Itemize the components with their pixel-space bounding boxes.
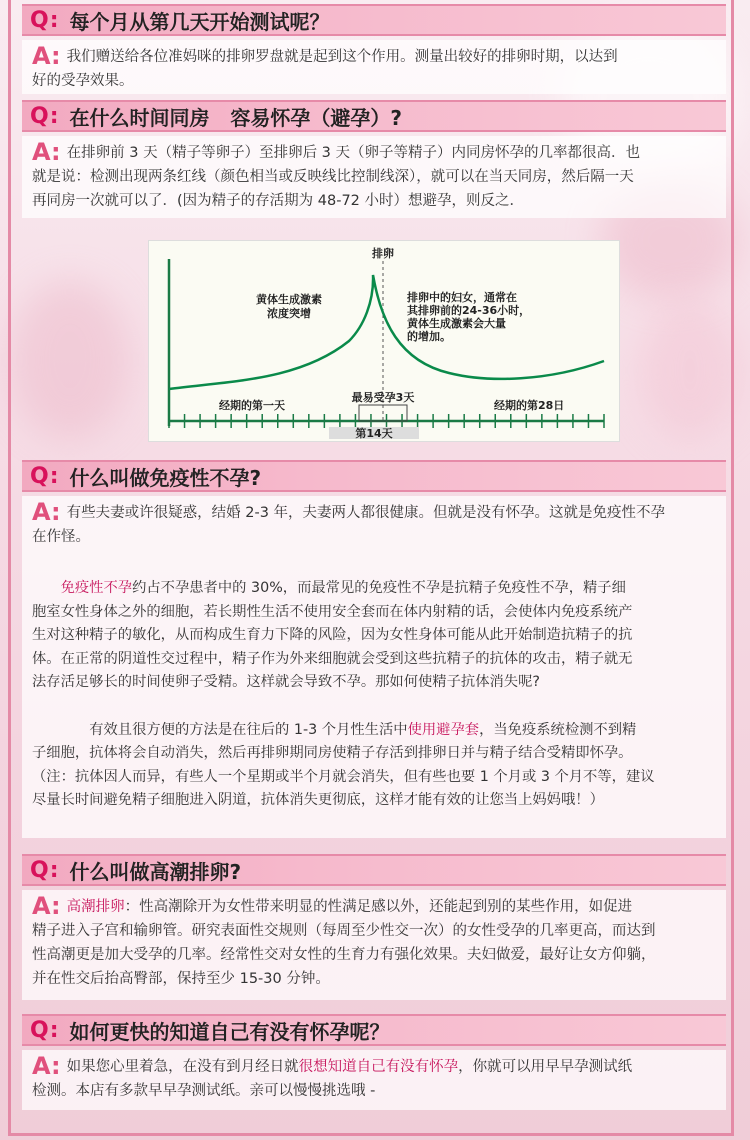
q-mark: Q: bbox=[30, 7, 60, 33]
question-title: 什么叫做高潮排卵? bbox=[69, 859, 242, 884]
q-mark: Q: bbox=[30, 463, 60, 489]
question-bar-2 bbox=[22, 100, 726, 132]
para-line: 生对这种精子的敏化，从而构成生育力下降的风险，因为女性身体可能从此开始制造抗精子的抗 bbox=[32, 627, 633, 643]
question-bar-3 bbox=[22, 460, 726, 492]
answer-box-1 bbox=[22, 40, 726, 94]
question-bar-1 bbox=[22, 4, 726, 36]
para-line: 法存活足够长的时间使卵子受精。这样就会导致不孕。那如何使精子抗体消失呢? bbox=[32, 674, 540, 690]
question-bar-4 bbox=[22, 854, 726, 886]
a-mark: A: bbox=[32, 1052, 61, 1080]
fertile-label: 最易受孕3天 bbox=[351, 391, 415, 404]
para-line: 胞室女性身体之外的细胞，若长期性生活不使用安全套而在体内射精的话，会使体内免疫系统产 bbox=[32, 603, 633, 620]
question-title: 如何更快的知道自己有没有怀孕呢？ bbox=[69, 1019, 390, 1044]
para-line: 体。在正常的阴道性交过程中，精子作为外来细胞就会受到这些抗精子的抗体的攻击，精子就无 bbox=[32, 650, 633, 667]
para-line: （注：抗体因人而异，有些人一个星期或半个月就会消失，但有些也要 1 个月或 3 个月不等，建议 bbox=[32, 768, 655, 785]
question-bar-5 bbox=[22, 1014, 726, 1046]
para-line: ，当免疫系统检测不到精 bbox=[479, 721, 637, 738]
day14-label: 第14天 bbox=[355, 427, 393, 440]
answer-line: ，你就可以用早早孕测试纸 bbox=[458, 1059, 633, 1075]
highlight-text: 免疫性不孕 bbox=[60, 580, 133, 596]
answer-line: ：性高潮除开为女性带来明显的性满足感以外，还能起到别的某些作用，如促进 bbox=[124, 899, 633, 915]
para-line: 有效且很方便的方法是在往后的 1-3 个月性生活中 bbox=[89, 721, 408, 738]
answer-line: 精子进入子宫和输卵管。研究表面性交规则（每周至少性交一次）的女性受孕的几率更高，而达到 bbox=[32, 923, 656, 939]
question-title: 在什么时间同房 容易怀孕（避孕）? bbox=[69, 105, 402, 130]
ovulation-label: 排卵 bbox=[372, 247, 394, 260]
answer-line: 有些夫妻或许很疑惑，结婚 2-3 年，夫妻两人都很健康。但就是没有怀孕。这就是免疫性不孕 bbox=[66, 505, 666, 521]
a-mark: A: bbox=[32, 498, 61, 526]
answer-box-3 bbox=[22, 496, 726, 838]
q-mark: Q: bbox=[30, 1017, 60, 1043]
a-mark: A: bbox=[32, 138, 61, 166]
highlight-text: 高潮排卵 bbox=[66, 899, 125, 915]
answer-line: 就是说：检测出现两条红线（颜色相当或反映线比控制线深），就可以在当天同房，然后隔一天 bbox=[32, 169, 634, 185]
note-line: 黄体生成激素会大量 bbox=[407, 317, 506, 330]
a-mark: A: bbox=[32, 42, 61, 70]
answer-line: 在排卵前 3 天（精子等卵子）至排卵后 3 天（卵子等精子）内同房怀孕的几率都很高．也 bbox=[66, 145, 641, 161]
period-day1-label: 经期的第一天 bbox=[219, 399, 285, 412]
lh-surge-label: 黄体生成激素 bbox=[256, 293, 322, 306]
answer-box-4 bbox=[22, 890, 726, 1000]
para-line: 子细胞，抗体将会自动消失，然后再排卵期同房使精子存活到排卵日并与精子结合受精即怀孕。 bbox=[32, 745, 633, 761]
highlight-text: 使用避孕套 bbox=[407, 721, 480, 738]
answer-box-2 bbox=[22, 136, 726, 218]
answer-line: 在作怪。 bbox=[32, 529, 90, 545]
para-line: 尽量长时间避免精子细胞进入阴道，抗体消失更彻底，这样才能有效的让您当上妈妈哦！） bbox=[32, 792, 604, 808]
period-day28-label: 经期的第28日 bbox=[494, 399, 565, 412]
answer-line: 我们赠送给各位准妈咪的排卵罗盘就是起到这个作用。测量出较好的排卵时期，以达到 bbox=[66, 49, 618, 65]
highlight-text: 很想知道自己有没有怀孕 bbox=[298, 1059, 459, 1075]
answer-line: 并在性交后抬高臀部，保持至少 15-30 分钟。 bbox=[32, 971, 330, 987]
answer-line: 性高潮更是加大受孕的几率。经常性交对女性的生育力有强化效果。夫妇做爱，最好让女方仰躺， bbox=[32, 947, 656, 963]
note-line: 排卵中的妇女，通常在 bbox=[407, 291, 517, 304]
q-mark: Q: bbox=[30, 857, 60, 883]
ovulation-hormone-diagram bbox=[148, 240, 620, 442]
answer-line: 好的受孕效果。 bbox=[32, 73, 134, 89]
question-title: 什么叫做免疫性不孕? bbox=[69, 465, 262, 490]
answer-box-5 bbox=[22, 1050, 726, 1110]
answer-line: 再同房一次就可以了．(因为精子的存活期为 48-72 小时）想避孕，则反之． bbox=[32, 193, 525, 209]
lh-curve bbox=[169, 275, 604, 389]
answer-line: 如果您心里着急，在没有到月经日就 bbox=[66, 1059, 299, 1075]
q-mark: Q: bbox=[30, 103, 60, 129]
para-line: 约占不孕患者中的 30%，而最常见的免疫性不孕是抗精子免疫性不孕，精子细 bbox=[132, 580, 626, 596]
a-mark: A: bbox=[32, 892, 61, 920]
question-title: 每个月从第几天开始测试呢？ bbox=[69, 9, 330, 34]
note-line: 其排卵前的24-36小时， bbox=[407, 304, 531, 317]
answer-line: 检测。本店有多款早早孕测试纸。亲可以慢慢挑选哦 - bbox=[32, 1083, 376, 1099]
note-line: 的增加。 bbox=[407, 330, 451, 343]
lh-surge-label: 浓度突增 bbox=[267, 307, 311, 320]
